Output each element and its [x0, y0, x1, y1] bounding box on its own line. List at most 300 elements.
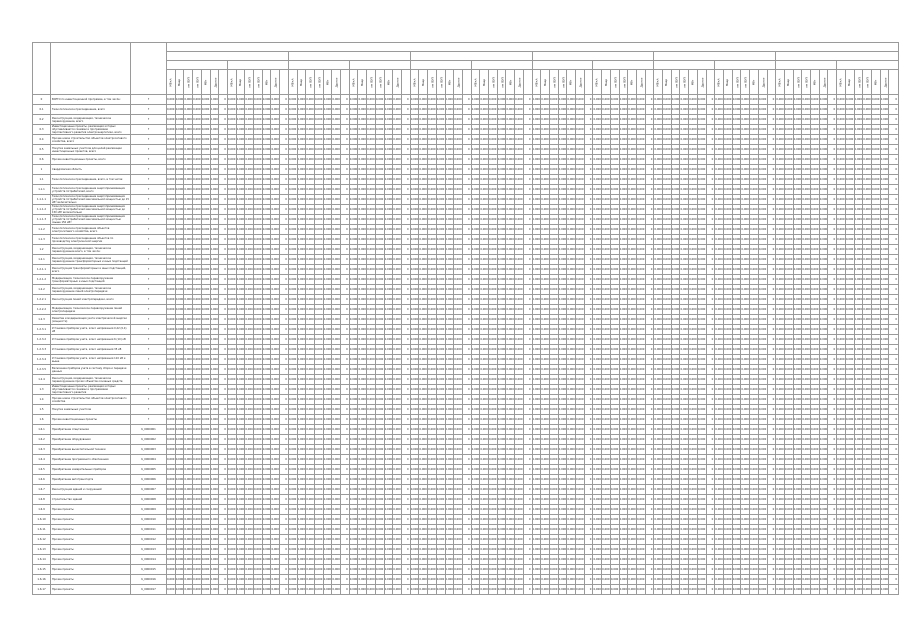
value-cell: 0,000: [367, 495, 376, 505]
value-cell: 0,000: [750, 465, 759, 475]
value-cell: 0,000: [758, 235, 767, 245]
value-cell: 0: [280, 95, 289, 105]
value-cell: 0: [584, 135, 593, 145]
value-cell: 0,000: [349, 365, 358, 375]
value-cell: 0,000: [793, 125, 802, 135]
value-cell: 0,000: [445, 145, 454, 155]
unit-header: [593, 70, 602, 95]
value-cell: 0,000: [193, 365, 202, 375]
value-cell: 0: [401, 95, 410, 105]
value-cell: 0,000: [602, 355, 611, 365]
value-cell: 0,000: [697, 435, 706, 445]
value-cell: 0,000: [663, 185, 672, 195]
value-cell: 0,000: [323, 115, 332, 125]
value-cell: 0,000: [227, 175, 236, 185]
value-cell: 0,000: [489, 385, 498, 395]
value-cell: 0,000: [314, 415, 323, 425]
value-cell: 0,000: [593, 255, 602, 265]
plan-header: [654, 61, 715, 70]
value-cell: 0: [828, 135, 837, 145]
value-cell: 0,000: [680, 245, 689, 255]
value-cell: 0,000: [419, 375, 428, 385]
value-cell: 0: [767, 555, 776, 565]
value-cell: 0,000: [314, 165, 323, 175]
row-name: Реконструкция зданий и сооружений: [51, 485, 131, 495]
value-cell: 0,000: [811, 575, 820, 585]
value-cell: 0,000: [201, 565, 210, 575]
row-number: 1.6.8: [33, 495, 51, 505]
value-cell: 0: [889, 265, 899, 275]
value-cell: 0,000: [845, 475, 854, 485]
value-cell: 0,000: [428, 515, 437, 525]
value-cell: 0,000: [845, 195, 854, 205]
value-cell: 0,000: [314, 495, 323, 505]
value-cell: 0,000: [384, 575, 393, 585]
value-cell: 0,000: [184, 445, 193, 455]
value-cell: 0,000: [515, 525, 524, 535]
value-cell: 0: [280, 395, 289, 405]
value-cell: 0,000: [375, 565, 384, 575]
row-id: K_0000011: [131, 525, 167, 535]
value-cell: 0,000: [671, 495, 680, 505]
value-cell: 0,000: [515, 575, 524, 585]
value-cell: 0,000: [306, 245, 315, 255]
value-cell: 0,000: [193, 175, 202, 185]
value-cell: 0,000: [193, 355, 202, 365]
value-cell: 0,000: [271, 555, 280, 565]
value-cell: 0,000: [811, 455, 820, 465]
value-cell: 0,000: [297, 195, 306, 205]
value-cell: 0: [889, 525, 899, 535]
value-cell: 0,000: [576, 305, 585, 315]
value-cell: 0,000: [454, 145, 463, 155]
value-cell: 0,000: [671, 385, 680, 395]
value-cell: 0,000: [854, 435, 863, 445]
value-cell: 0,000: [776, 215, 785, 225]
value-cell: 0,000: [497, 155, 506, 165]
value-cell: 0,000: [732, 555, 741, 565]
unit-label: МВ×А: [717, 78, 721, 86]
value-cell: 0,000: [854, 155, 863, 165]
value-cell: 0,000: [732, 95, 741, 105]
value-cell: 0,000: [602, 205, 611, 215]
value-cell: 0,000: [497, 195, 506, 205]
value-cell: 0,000: [636, 275, 645, 285]
value-cell: 0,000: [541, 165, 550, 175]
value-cell: 0: [828, 215, 837, 225]
value-cell: 0,000: [210, 475, 219, 485]
value-cell: 0,000: [558, 515, 567, 525]
value-cell: 0,000: [819, 165, 828, 175]
value-cell: 0,000: [724, 215, 733, 225]
value-cell: 0,000: [367, 575, 376, 585]
value-cell: 0,000: [167, 515, 176, 525]
value-cell: 0,000: [880, 465, 889, 475]
value-cell: 0,000: [576, 95, 585, 105]
value-cell: 0: [280, 305, 289, 315]
value-cell: 0,000: [375, 525, 384, 535]
value-cell: 0: [645, 95, 654, 105]
value-cell: 0: [767, 415, 776, 425]
value-cell: 0,000: [201, 495, 210, 505]
value-cell: 0,000: [193, 485, 202, 495]
value-cell: 0,000: [332, 185, 341, 195]
value-cell: 0,000: [567, 435, 576, 445]
value-cell: 0: [889, 165, 899, 175]
value-cell: 0,000: [802, 365, 811, 375]
value-cell: 0,000: [506, 165, 515, 175]
value-cell: 0,000: [880, 205, 889, 215]
value-cell: 0,000: [845, 515, 854, 525]
value-cell: 0,000: [845, 435, 854, 445]
value-cell: 0,000: [871, 285, 880, 295]
value-cell: 0,000: [793, 95, 802, 105]
unit-header: [410, 70, 419, 95]
value-cell: 0,000: [445, 415, 454, 425]
value-cell: 0,000: [845, 285, 854, 295]
value-cell: 0,000: [619, 445, 628, 455]
value-cell: 0,000: [741, 415, 750, 425]
value-cell: 0,000: [271, 415, 280, 425]
value-cell: 0,000: [323, 95, 332, 105]
value-cell: 0,000: [715, 445, 724, 455]
value-cell: 0,000: [445, 155, 454, 165]
value-cell: 0,000: [497, 345, 506, 355]
value-cell: 0,000: [541, 445, 550, 455]
value-cell: 0,000: [854, 175, 863, 185]
value-cell: 0,000: [384, 285, 393, 295]
value-cell: 0,000: [663, 585, 672, 595]
value-cell: 0,000: [619, 115, 628, 125]
value-cell: 0,000: [384, 325, 393, 335]
value-cell: 0,000: [567, 375, 576, 385]
value-cell: 0,000: [297, 305, 306, 315]
value-cell: 0: [584, 515, 593, 525]
value-cell: 0,000: [654, 215, 663, 225]
value-cell: 0,000: [567, 115, 576, 125]
value-cell: 0,000: [306, 265, 315, 275]
value-cell: 0,000: [845, 225, 854, 235]
value-cell: 0,000: [776, 235, 785, 245]
value-cell: 0: [462, 505, 471, 515]
year-header: [167, 52, 289, 61]
value-cell: 0,000: [602, 115, 611, 125]
row-number: 1.2.3.3: [33, 345, 51, 355]
value-cell: 0: [706, 485, 715, 495]
value-cell: 0,000: [593, 565, 602, 575]
value-cell: 0,000: [532, 235, 541, 245]
value-cell: 0,000: [628, 375, 637, 385]
value-cell: 0: [767, 115, 776, 125]
value-cell: 0,000: [227, 575, 236, 585]
value-cell: 0: [341, 495, 350, 505]
value-cell: 0,000: [689, 585, 698, 595]
value-cell: 0,000: [871, 405, 880, 415]
value-cell: 0,000: [428, 445, 437, 455]
value-cell: 0,000: [254, 255, 263, 265]
value-cell: 0,000: [880, 355, 889, 365]
value-cell: 0,000: [332, 145, 341, 155]
value-cell: 0,000: [863, 455, 872, 465]
value-cell: 0,000: [689, 465, 698, 475]
value-cell: 0,000: [610, 475, 619, 485]
value-cell: 0,000: [576, 525, 585, 535]
value-cell: 0,000: [593, 535, 602, 545]
value-cell: 0: [523, 445, 532, 455]
value-cell: 0,000: [654, 525, 663, 535]
value-cell: 0,000: [384, 195, 393, 205]
value-cell: 0,000: [819, 485, 828, 495]
unit-label: Другое: [823, 77, 827, 87]
value-cell: 0,000: [201, 505, 210, 515]
value-cell: 0,000: [654, 545, 663, 555]
value-cell: 0,000: [367, 395, 376, 405]
value-cell: 0,000: [167, 365, 176, 375]
value-cell: 0,000: [358, 295, 367, 305]
value-cell: 0,000: [193, 435, 202, 445]
value-cell: 0,000: [332, 445, 341, 455]
value-cell: 0,000: [410, 465, 419, 475]
value-cell: 0,000: [332, 565, 341, 575]
value-cell: 0,000: [410, 415, 419, 425]
value-cell: 0,000: [845, 405, 854, 415]
value-cell: 0,000: [358, 95, 367, 105]
value-cell: 0,000: [636, 495, 645, 505]
value-cell: 0,000: [288, 205, 297, 215]
value-cell: 0: [767, 305, 776, 315]
value-cell: 0,000: [306, 505, 315, 515]
value-cell: 0,000: [323, 365, 332, 375]
value-cell: 0,000: [297, 505, 306, 515]
value-cell: 0,000: [724, 105, 733, 115]
value-cell: 0,000: [515, 155, 524, 165]
value-cell: 0,000: [471, 465, 480, 475]
value-cell: 0,000: [471, 575, 480, 585]
value-cell: 0,000: [593, 275, 602, 285]
row-id: Г: [131, 255, 167, 265]
value-cell: 0,000: [628, 165, 637, 175]
value-cell: 0,000: [689, 505, 698, 515]
value-cell: 0,000: [419, 565, 428, 575]
value-cell: 0,000: [758, 135, 767, 145]
value-cell: 0,000: [271, 175, 280, 185]
value-cell: 0,000: [741, 205, 750, 215]
value-cell: 0,000: [358, 275, 367, 285]
value-cell: 0,000: [497, 435, 506, 445]
unit-label: Другое: [518, 77, 522, 87]
value-cell: 0,000: [506, 325, 515, 335]
value-cell: 0: [401, 405, 410, 415]
value-cell: 0,000: [489, 335, 498, 345]
value-cell: 0,000: [680, 405, 689, 415]
value-cell: 0,000: [506, 525, 515, 535]
value-cell: 0,000: [454, 165, 463, 175]
value-cell: 0,000: [489, 225, 498, 235]
value-cell: 0,000: [750, 235, 759, 245]
value-cell: 0,000: [802, 385, 811, 395]
value-cell: 0,000: [663, 415, 672, 425]
value-cell: 0,000: [671, 555, 680, 565]
value-cell: 0: [645, 355, 654, 365]
value-cell: 0: [889, 545, 899, 555]
value-cell: 0,000: [619, 535, 628, 545]
value-cell: 0,000: [636, 95, 645, 105]
row-number: 1.6.17: [33, 585, 51, 595]
value-cell: 0,000: [227, 395, 236, 405]
value-cell: 0,000: [175, 115, 184, 125]
value-cell: 0,000: [288, 425, 297, 435]
row-id: Г: [131, 245, 167, 255]
value-cell: 0: [523, 255, 532, 265]
value-cell: 0,000: [567, 515, 576, 525]
value-cell: 0,000: [271, 365, 280, 375]
value-cell: 0,000: [314, 115, 323, 125]
value-cell: 0,000: [863, 385, 872, 395]
unit-label: Другое: [274, 77, 278, 87]
value-cell: 0,000: [558, 265, 567, 275]
value-cell: 0,000: [419, 485, 428, 495]
value-cell: 0: [401, 505, 410, 515]
value-cell: 0,000: [636, 535, 645, 545]
value-cell: 0,000: [393, 365, 402, 375]
value-cell: 0,000: [367, 415, 376, 425]
row-name: Включение приборов учета в систему сбора и передачи данных: [51, 365, 131, 375]
value-cell: 0,000: [245, 505, 254, 515]
value-cell: 0,000: [549, 305, 558, 315]
value-cell: 0,000: [262, 545, 271, 555]
value-cell: 0,000: [480, 455, 489, 465]
value-cell: 0,000: [358, 525, 367, 535]
unit-header: [297, 70, 306, 95]
value-cell: 0,000: [715, 245, 724, 255]
value-cell: 0,000: [201, 115, 210, 125]
value-cell: 0,000: [811, 535, 820, 545]
value-cell: 0,000: [871, 215, 880, 225]
value-cell: 0,000: [497, 315, 506, 325]
row-id: Г: [131, 395, 167, 405]
value-cell: 0,000: [784, 405, 793, 415]
value-cell: 0,000: [732, 235, 741, 245]
value-cell: 0,000: [236, 485, 245, 495]
value-cell: 0,000: [784, 245, 793, 255]
unit-header: [732, 70, 741, 95]
unit-label: км ЛЭП: [431, 76, 435, 88]
value-cell: 0,000: [671, 95, 680, 105]
unit-label: км ЛЭП: [553, 76, 557, 88]
value-cell: 0,000: [332, 525, 341, 535]
value-cell: 0: [462, 475, 471, 485]
value-cell: 0,000: [393, 555, 402, 565]
value-cell: 0,000: [784, 425, 793, 435]
value-cell: 0,000: [323, 345, 332, 355]
value-cell: 0,000: [697, 495, 706, 505]
value-cell: 0,000: [445, 235, 454, 245]
value-cell: 0,000: [845, 465, 854, 475]
value-cell: 0,000: [428, 495, 437, 505]
row-name: Приобретение вычислительной техники: [51, 445, 131, 455]
value-cell: 0,000: [811, 505, 820, 515]
value-cell: 0,000: [167, 355, 176, 365]
value-cell: 0,000: [184, 555, 193, 565]
value-cell: 0,000: [384, 295, 393, 305]
value-cell: 0,000: [436, 335, 445, 345]
value-cell: 0,000: [254, 195, 263, 205]
value-cell: 0,000: [358, 335, 367, 345]
value-cell: 0,000: [811, 225, 820, 235]
value-cell: 0,000: [697, 525, 706, 535]
value-cell: 0,000: [532, 505, 541, 515]
value-cell: 0,000: [358, 145, 367, 155]
value-cell: 0,000: [793, 205, 802, 215]
value-cell: 0,000: [236, 575, 245, 585]
value-cell: 0,000: [497, 525, 506, 535]
value-cell: 0: [280, 515, 289, 525]
value-cell: 0,000: [541, 535, 550, 545]
value-cell: 0,000: [837, 185, 846, 195]
value-cell: 0,000: [880, 105, 889, 115]
value-cell: 0: [523, 205, 532, 215]
value-cell: 0,000: [227, 195, 236, 205]
value-cell: 0,000: [610, 245, 619, 255]
value-cell: 0: [889, 495, 899, 505]
value-cell: 0: [828, 125, 837, 135]
value-cell: 0: [219, 525, 228, 535]
value-cell: 0,000: [715, 235, 724, 245]
value-cell: 0,000: [210, 175, 219, 185]
value-cell: 0,000: [184, 565, 193, 575]
value-cell: 0,000: [384, 165, 393, 175]
unit-header: [515, 70, 524, 95]
value-cell: 0,000: [811, 335, 820, 345]
value-cell: 0: [584, 575, 593, 585]
value-cell: 0,000: [210, 135, 219, 145]
value-cell: 0,000: [697, 135, 706, 145]
value-cell: 0,000: [680, 305, 689, 315]
value-cell: 0: [889, 505, 899, 515]
value-cell: 0,000: [750, 355, 759, 365]
value-cell: 0: [584, 125, 593, 135]
value-cell: 0,000: [358, 115, 367, 125]
value-cell: 0,000: [480, 135, 489, 145]
value-cell: 0,000: [445, 335, 454, 345]
value-cell: 0: [341, 555, 350, 565]
unit-label: МВ×А: [352, 78, 356, 86]
value-cell: 0: [523, 125, 532, 135]
value-cell: 0,000: [471, 305, 480, 315]
value-cell: 0,000: [454, 185, 463, 195]
value-cell: 0: [401, 515, 410, 525]
value-cell: 0,000: [654, 295, 663, 305]
row-name: Модернизация, техническое перевооружение трансформаторных и иных подстанций: [51, 275, 131, 285]
value-cell: 0,000: [393, 545, 402, 555]
value-cell: 0,000: [558, 215, 567, 225]
row-name: Строительство зданий: [51, 495, 131, 505]
value-cell: 0,000: [332, 585, 341, 595]
value-cell: 0: [523, 325, 532, 335]
value-cell: 0,000: [610, 545, 619, 555]
value-cell: 0,000: [715, 185, 724, 195]
value-cell: 0,000: [837, 395, 846, 405]
value-cell: 0,000: [697, 335, 706, 345]
value-cell: 0,000: [776, 355, 785, 365]
value-cell: 0: [645, 525, 654, 535]
row-id: Г: [131, 275, 167, 285]
value-cell: 0: [341, 505, 350, 515]
value-cell: 0,000: [393, 215, 402, 225]
value-cell: 0,000: [236, 525, 245, 535]
value-cell: 0,000: [489, 415, 498, 425]
value-cell: 0,000: [697, 185, 706, 195]
